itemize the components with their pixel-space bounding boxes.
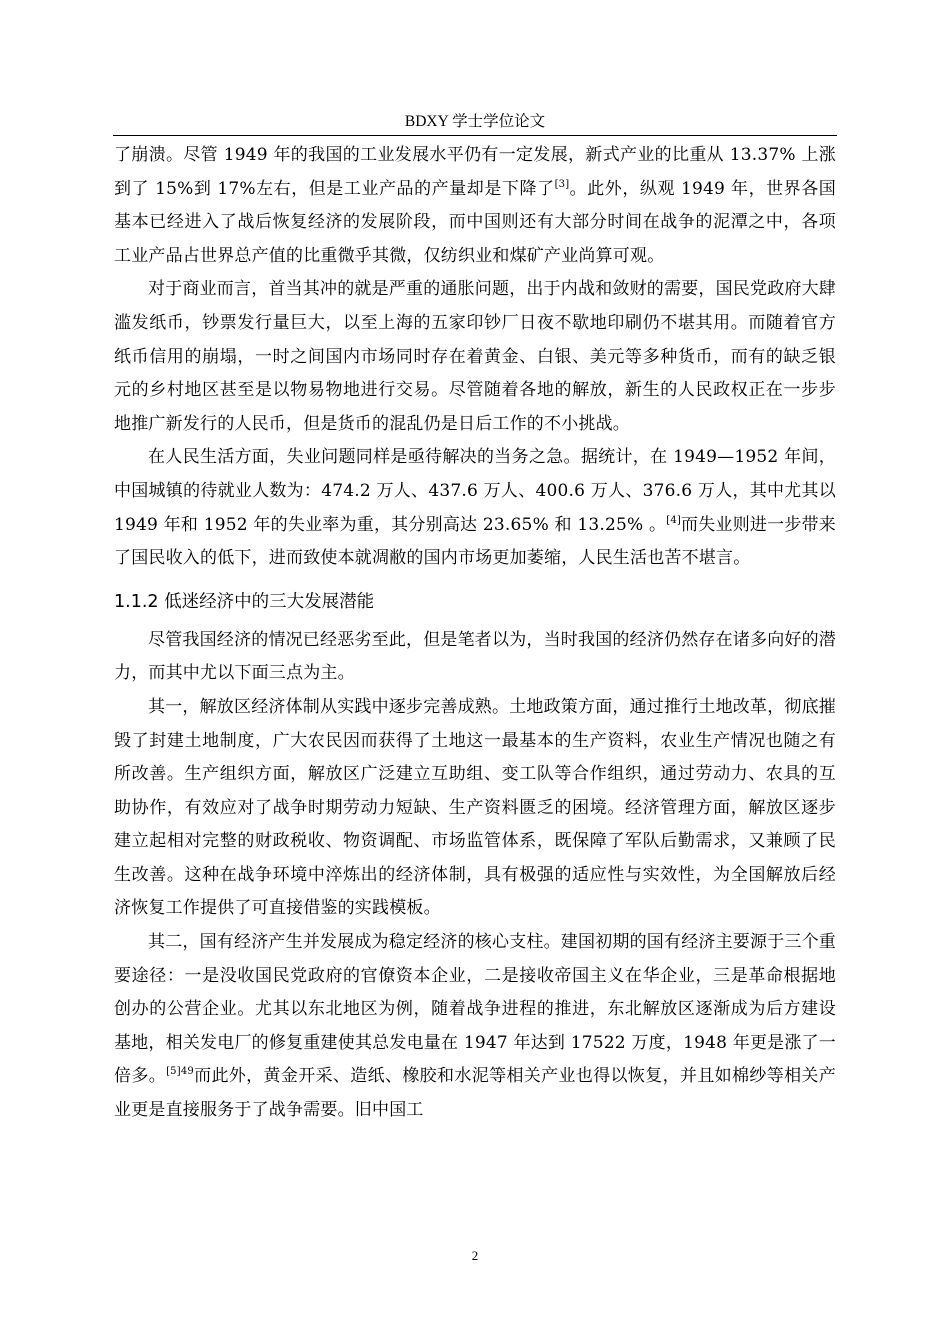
paragraph-industry — [114, 139, 836, 273]
section-heading: 1.1.2 低迷经济中的三大发展潜能 — [114, 591, 375, 612]
paragraph-text: 。此外，纵观 1949 年，世界各国基本已经进入了战后恢复经济的发展阶段，而中国则还有大部分时间在战争的泥潭之中，各项工业产品占世界总产值的比重微乎其微，仅纺织业和煤矿产业尚算可观。 — [114, 178, 837, 266]
paragraph-text: 而失业则进一步带来了国民收入的低下，进而致使本就凋敝的国内市场更加萎缩，人民生活也苦不堪言。 — [114, 514, 836, 569]
page-number: 2 — [471, 1248, 479, 1263]
paragraph-intro: 尽管我国经济的情况已经恶劣至此，但是笔者以为，当时我国的经济仍然存在诸多向好的潜力，而其中尤以下面三点为主。 — [114, 629, 836, 684]
paragraph-text: 而此外，黄金开采、造纸、橡胶和水泥等相关产业也得以恢复，并且如棉纱等相关产业更是直接服务于了战争需要。旧中国工 — [114, 1066, 836, 1121]
paragraph-second-point — [114, 926, 836, 1128]
paragraph-livelihood — [114, 441, 836, 575]
paragraph-first-point: 其一，解放区经济体制从实践中逐步完善成熟。土地政策方面，通过推行土地改革，彻底摧毁了封建土地制度，广大农民因而获得了土地这一最基本的生产资料，农业生产情况也随之有所改善。生产组织方面，解放区广泛建立互助组、变工队等合作组织，通过劳动力、农具的互助协作，有效应对了战争时期劳动力短缺、生产资料匮乏的困境。经济管理方面，解放区逐步建立起相对完整的财政税收、物资调配、市场监管体系，既保障了军队后勤需求，又兼顾了民生改善。这种在战争环境中淬炼出的经济体制，具有极强的适应性与实效性，为全国解放后经济恢复工作提供了可直接借鉴的实践模板。 — [114, 696, 836, 919]
header-divider — [113, 135, 837, 136]
paragraph-text: 在人民生活方面，失业问题同样是亟待解决的当务之急。据统计，在 1949—1952 年间，中国城镇的待就业人数为：474.2 万人、437.6 万人、400.6 万人、376.6 万人，其中尤其以 1949 年和 1952 年的失业率为重，其分别高达 23.65% 和 13.25% 。 — [114, 447, 836, 535]
paragraph-commerce: 对于商业而言，首当其冲的就是严重的通胀问题，出于内战和敛财的需要，国民党政府大肆滥发纸币，钞票发行量巨大，以至上海的五家印钞厂日夜不歇地印刷仍不堪其用。而随着官方纸币信用的崩塌，一时之间国内市场同时存在着黄金、白银、美元等多种货币，而有的缺乏银元的乡村地区甚至是以物易物地进行交易。尽管随着各地的解放，新生的人民政权正在一步步地推广新发行的人民币，但是货币的混乱仍是日后工作的不小挑战。 — [114, 279, 836, 434]
paragraph-text: 其二，国有经济产生并发展成为稳定经济的核心支柱。建国初期的国有经济主要源于三个重要途径：一是没收国民党政府的官僚资本企业，二是接收帝国主义在华企业，三是革命根据地创办的公营企业。尤其以东北地区为例，随着战争进程的推进，东北解放区逐渐成为后方建设基地，相关发电厂的修复重建使其总发电量在 1947 年达到 17522 万度，1948 年更是涨了一倍多。 — [114, 932, 836, 1087]
citation-ref: [3] — [554, 178, 570, 190]
paragraph-text: 了崩溃。尽管 1949 年的我国的工业发展水平仍有一定发展，新式产业的比重从 13.37% 上涨到了 15%到 17%左右，但是工业产品的产量却是下降了 — [114, 145, 836, 199]
page-header: BDXY 学士学位论文 — [404, 113, 546, 130]
document-body — [114, 139, 836, 1128]
citation-ref: [4] — [666, 514, 682, 526]
citation-ref: [5]49 — [166, 1066, 194, 1078]
